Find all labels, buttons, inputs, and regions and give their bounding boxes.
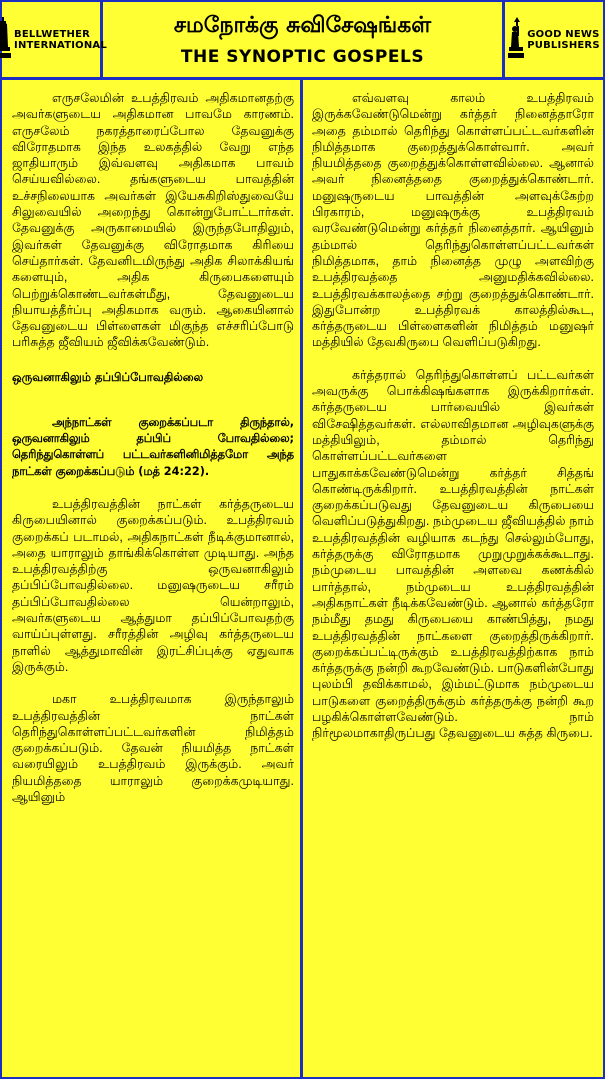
scripture-quote [12, 415, 294, 480]
bell-icon [0, 17, 11, 63]
header [2, 2, 603, 80]
left-paragraph-1: எருசலேமின் உபத்திரவம் அதிகமானதற்கு அவர்களுடைய அதிகமான பாவமே காரணம். எருசலேம் நகரத்தாரைப்போல தேவனுக்கு விரோதமாக இந்த உலகத்தில் வேறு எந்த ஜாதியாரும் இவ்வளவு அதிகமாக பாவம் செய்யவில்லை. தங்களுடைய பாவத்தின் உச்சநிலையாக அவர்கள் இயேசுகிறிஸ்துவையே சிலுவையில் அறைந்து கொன்றுபோட்டார்கள். தேவனுக்கு அருகாமையில் இருந்தபோதிலும், இவர்கள் தேவனுக்கு விரோதமாக கிரியை செய்தார்கள். தேவனிடமிருந்து அதிக சிலாக்கியங் களையும், அதிக கிருபைகளையும் பெற்றுக்கொண்டவர்கள்மீது, தேவனுடைய நியாயத்தீர்ப்பு அதிகமாக வரும். ஆகையினால் தேவனுடைய பிள்ளைகள் மிகுந்த எச்சரிப்போடு பரிசுத்த ஜீவியம் ஜீவிக்கவேண்டும். [12, 91, 294, 350]
right-paragraph-1: எவ்வளவு காலம் உபத்திரவம் இருக்கவேண்டுமென்று கர்த்தர் நினைத்தாரோ அதை தம்மால் தெரிந்து கொள்ளப்பட்டவர்களின் நிமித்தமாக குறைத்துக்கொள்வார். அவர் நியமித்ததை குறைத்துக்கொள்ளவில்லை. ஆனால் அவர் நினைத்ததை குறைத்துக்கொண்டார். மனுஷருடைய பாவத்தின் அளவுக்கேற்ற பிரகாரம், மனுஷருக்கு உபத்திரவம் வரவேண்டுமென்று கர்த்தர் நினைத்தார். ஆயினும் தம்மால் தெரிந்துகொள்ளப்பட்டவர்கள் நிமித்தமாக, தாம் நினைத்த முழு அளவிற்கு உபத்திரவத்தை அனுமதிக்கவில்லை. உபத்திரவக்காலத்தை சற்று குறைத்துக்கொண்டார். இதுபோன்ற உபத்திரவக் காலத்தில்கூட, கர்த்தருடைய பிள்ளைகளின் நிமித்தம் மனுஷர் மத்தியில் தேவகிருபை வெளிப்படுகிறது. [312, 91, 594, 350]
left-column [12, 90, 294, 1070]
left-paragraph-3: மகா உபத்திரவமாக இருந்தாலும் உபத்திரவத்தின் நாட்கள் தெரிந்துகொள்ளப்பட்டவர்களின் நிமித்தம் குறைக்கப்படும். தேவன் நியமித்த நாட்கள் வரையிலும் உபத்திரவம் இருக்கும். அவர் நியமித்ததை யாராலும் குறைக்கமுடியாது. ஆயினும் [12, 692, 294, 804]
section-heading: ஒருவனாகிலும் தப்பிப்போவதில்லை [12, 369, 204, 384]
left-paragraph-2: உபத்திரவத்தின் நாட்கள் கர்த்தருடைய கிருபையினால் குறைக்கப்படும். உபத்திரவம் குறைக்கப் படாமல், அதிகநாட்கள் நீடிக்குமானால், அதை யாராலும் தாங்கிக்கொள்ள முடியாது. அந்த உபத்திரவத்திற்கு ஒருவனாகிலும் தப்பிப்போவதில்லை. மனுஷருடைய சரீரம் தப்பிப்போவதில்லை யென்றாலும், அவர்களுடைய ஆத்துமா தப்பிப்போவதற்கு வாய்ப்புள்ளது. சரீரத்தின் அழிவு கர்த்தருடைய நாளில் ஆத்துமாவின் இரட்சிப்புக்கு ஏதுவாக இருக்கும். [12, 496, 294, 674]
left-logo-line2: INTERNATIONAL [14, 39, 107, 51]
torch-bearer-icon [508, 17, 524, 63]
good-news-logo [502, 2, 603, 77]
page-title-english: THE SYNOPTIC GOSPELS [180, 46, 425, 67]
right-column [312, 90, 594, 1070]
title-block [103, 2, 502, 77]
bellwether-logo [2, 2, 107, 77]
quote-reference: (மத் 24:22). [138, 464, 210, 478]
right-paragraph-2: கர்த்தரால் தெரிந்துகொள்ளப் பட்டவர்கள் அவருக்கு பொக்கிஷங்களாக இருக்கிறார்கள். கர்த்தருடைய பார்வையில் இவர்கள் விசேஷித்தவர்கள். எல்லாவிதமான அழிவுகளுக்கு மத்தியிலும், தம்மால் தெரிந்து கொள்ளப்பட்டவர்களை பாதுகாக்கவேண்டுமென்று கர்த்தர் சித்தங் கொண்டிருக்கிறார். உபத்திரவத்தின் நாட்கள் குறைக்கப்படுவது தேவனுடைய கிருபையை வெளிப்படுத்துகிறது. நம்முடைய ஜீவியத்தில் நாம் உபத்திரவத்தின் வழியாக கடந்து செல்லும்போது, கர்த்தருக்கு விரோதமாக முறுமுறுக்கக்கூடாது. நம்முடைய பாவத்தின் அளவை கணக்கில் பார்த்தால், நம்முடைய உபத்திரவத்தின் அதிகநாட்கள் நீடிக்கவேண்டும். ஆனால் கர்த்தரோ நம்மீது தமது கிருபையை காண்பித்து, நமது உபத்திரவத்தின் நாட்களை குறைத்திருக்கிறார். குறைக்கப்பட்டிருக்கும் உபத்திரவத்திற்காக நாம் கர்த்தருக்கு நன்றி கூறவேண்டும். பாடுகளின்போது புலம்பி தவிக்காமல், இம்மட்டுமாக நம்முடைய பாடுகளை குறைத்திருக்கும் கர்த்தருக்கு நன்றி கூற பழகிக்கொள்ளவேண்டும். நாம் நிர்மூலமாகாதிருப்பது தேவனுடைய சுத்த கிருபை. [312, 367, 594, 741]
right-logo-line2: PUBLISHERS [527, 39, 600, 51]
column-divider [300, 77, 303, 1077]
left-logo-line1: BELLWETHER [14, 28, 91, 40]
page-title-tamil: சமநோக்கு சுவிசேஷங்கள் [173, 12, 432, 38]
quote-text: அந்நாட்கள் குறைக்கப்படா திருந்தால், ஒருவனாகிலும் தப்பிப் போவதில்லை; தெரிந்துகொள்ளப் பட்டவர்களினிமித்தமோ அந்த நாட்கள் குறைக்கப்படும் [12, 415, 294, 478]
right-logo-line1: GOOD NEWS [527, 28, 600, 40]
